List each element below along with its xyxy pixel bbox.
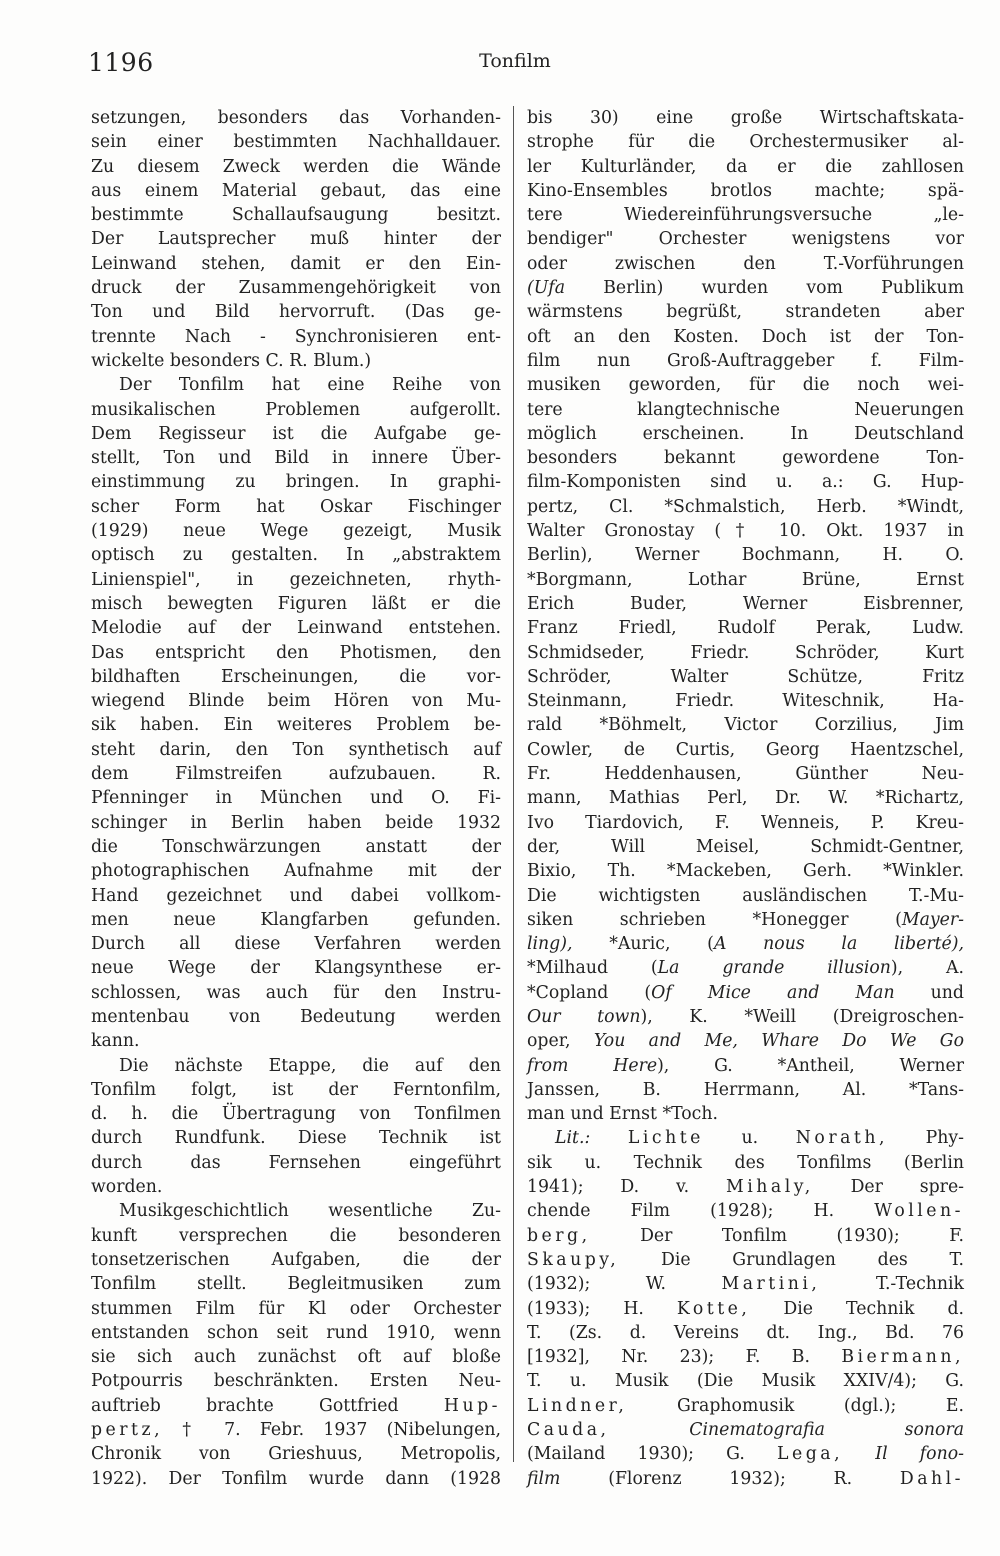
italic-title: Il fono- bbox=[875, 1444, 964, 1465]
text-line: aus einem Material gebaut, das eine bbox=[91, 180, 501, 201]
italic-title: from Here bbox=[527, 1055, 658, 1076]
text-line: pertz, Cl. *Schmalstich, Herb. *Windt, bbox=[527, 496, 964, 517]
text-segment: (1932); W. bbox=[527, 1274, 667, 1295]
text-line: bis 30) eine große Wirtschaftskata- bbox=[527, 108, 964, 128]
italic-title: ling), bbox=[527, 934, 573, 955]
text-line: wiegend Blinde beim Hören von Mu- bbox=[91, 691, 501, 712]
text-segment: ), G. *Antheil, Werner bbox=[657, 1055, 964, 1076]
text-line bbox=[527, 1418, 964, 1442]
text-segment: [1932], Nr. 23); F. B. bbox=[527, 1347, 810, 1368]
text-line: Fr. Heddenhausen, Günther Neu- bbox=[527, 764, 964, 785]
column-divider bbox=[513, 106, 514, 1462]
text-segment: Phy- bbox=[925, 1128, 964, 1149]
spaced-name: Skaupy, bbox=[527, 1249, 620, 1270]
text-line: bendiger" Orchester wenigstens vor bbox=[527, 229, 964, 250]
text-line: tere Wiedereinführungsversuche „le- bbox=[527, 205, 964, 226]
text-segment: und bbox=[894, 982, 964, 1003]
text-line: Franz Friedl, Rudolf Perak, Ludw. bbox=[527, 618, 964, 639]
text-segment: Der Tonfilm (1930); F. bbox=[640, 1225, 964, 1246]
text-line bbox=[527, 1467, 964, 1491]
text-line: Tonfilm folgt, ist der Ferntonfilm, bbox=[91, 1079, 501, 1100]
text-line: schinger in Berlin haben beide 1932 bbox=[91, 812, 501, 833]
text-line bbox=[527, 1175, 964, 1199]
spaced-name: Dahl- bbox=[899, 1468, 965, 1489]
text-line: Die nächste Etappe, die auf den bbox=[119, 1055, 501, 1076]
spaced-name: Hup- bbox=[443, 1395, 502, 1416]
text-line: photographischen Aufnahme mit der bbox=[91, 861, 501, 882]
text-line: Bixio, Th. *Mackeben, Gerh. *Winkler. bbox=[527, 861, 964, 882]
text-line: Der Tonfilm hat eine Reihe von bbox=[119, 375, 501, 396]
text-line: sein einer bestimmten Nachhalldauer. bbox=[91, 132, 501, 153]
text-line: Erich Buder, Werner Eisbrenner, bbox=[527, 593, 964, 614]
text-line: sik haben. Ein weiteres Problem be- bbox=[91, 715, 501, 736]
text-line: Dem Regisseur ist die Aufgabe ge- bbox=[91, 423, 501, 444]
text-segment: auftrieb brachte Gottfried bbox=[91, 1395, 399, 1416]
text-segment: Der spre- bbox=[850, 1177, 965, 1198]
text-segment: *Auric, ( bbox=[609, 934, 714, 955]
text-segment: ), K. *Weill (Dreigroschen- bbox=[640, 1006, 964, 1027]
text-line: Cowler, de Curtis, Georg Haentzschel, bbox=[527, 739, 964, 760]
text-segment: u. bbox=[741, 1128, 759, 1149]
text-line: musiken geworden, für die noch wei- bbox=[527, 375, 964, 396]
spaced-name: Cauda, bbox=[527, 1420, 610, 1441]
text-segment: ), A. bbox=[890, 958, 965, 979]
text-line bbox=[527, 981, 964, 1005]
text-line bbox=[527, 1394, 964, 1418]
italic-title: Cinematografia sonora bbox=[689, 1420, 965, 1441]
spaced-name: Martini, bbox=[721, 1274, 821, 1295]
text-line: Schröder, Walter Schütze, Fritz bbox=[527, 666, 964, 687]
text-line bbox=[527, 1248, 964, 1272]
text-segment: Berlin) wurden vom Publikum bbox=[603, 278, 964, 299]
text-line: Schmidseder, Friedr. Schröder, Kurt bbox=[527, 642, 964, 663]
text-line: Hand gezeichnet und dabei vollkom- bbox=[91, 885, 501, 906]
text-line: 1922). Der Tonfilm wurde dann (1928 bbox=[91, 1468, 501, 1489]
text-line: tonsetzerischen Aufgaben, die der bbox=[91, 1249, 501, 1270]
text-line: scher Form hat Oskar Fischinger bbox=[91, 496, 501, 517]
spaced-name: Wollen- bbox=[874, 1201, 965, 1222]
spaced-name: Biermann, bbox=[841, 1347, 964, 1368]
text-line: oft an den Kosten. Doch ist der Ton- bbox=[527, 326, 964, 347]
text-line bbox=[527, 1005, 964, 1029]
text-line bbox=[527, 1297, 964, 1321]
text-line: druck der Zusammengehörigkeit von bbox=[91, 278, 501, 299]
text-line: der, Will Meisel, Schmidt-Gentner, bbox=[527, 836, 964, 857]
text-line bbox=[527, 956, 964, 980]
text-segment: (Mailand 1930); G. bbox=[527, 1444, 745, 1465]
spaced-name: Lichte bbox=[627, 1128, 704, 1149]
text-line: Walter Gronostay († 10. Okt. 1937 in bbox=[527, 521, 964, 542]
text-line: einstimmung zu bringen. In graphi- bbox=[91, 472, 501, 493]
text-line bbox=[527, 1345, 964, 1369]
text-line: Pfenninger in München und O. Fi- bbox=[91, 788, 501, 809]
spaced-name: Lindner, bbox=[527, 1395, 628, 1416]
text-line: Melodie auf der Leinwand entstehen. bbox=[91, 618, 501, 639]
text-line: rald *Böhmelt, Victor Corzilius, Jim bbox=[527, 715, 964, 736]
text-segment: *Milhaud ( bbox=[527, 958, 658, 979]
page-number: 1196 bbox=[88, 48, 154, 77]
text-line bbox=[527, 1199, 964, 1223]
italic-title: You and Me, Whare Do We Go bbox=[593, 1031, 964, 1052]
text-line: durch Rundfunk. Diese Technik ist bbox=[91, 1128, 501, 1149]
italic-title: A nous la liberté), bbox=[713, 934, 965, 955]
running-title: Tonfilm bbox=[479, 50, 551, 72]
text-line: neue Wege der Klangsynthese er- bbox=[91, 958, 501, 979]
text-line: mentenbau von Bedeutung werden bbox=[91, 1006, 501, 1027]
left-column bbox=[91, 106, 501, 1491]
spaced-name: Kotte, bbox=[676, 1298, 751, 1319]
text-line: Leinwand stehen, damit er den Ein- bbox=[91, 253, 501, 274]
lit-label: Lit.: bbox=[555, 1128, 591, 1149]
text-line bbox=[527, 1272, 964, 1296]
text-line: Potpourris beschränkten. Ersten Neu- bbox=[91, 1371, 501, 1392]
text-line: besonders bekannt gewordene Ton- bbox=[527, 448, 964, 469]
text-segment: *Copland ( bbox=[527, 982, 652, 1003]
text-line: T. (Zs. d. Vereins dt. Ing., Bd. 76 bbox=[527, 1322, 964, 1343]
text-line: sik u. Technik des Tonfilms (Berlin bbox=[527, 1152, 964, 1173]
text-line: steht darin, den Ton synthetisch auf bbox=[91, 739, 501, 760]
text-segment: 1941); D. v. bbox=[527, 1177, 690, 1198]
text-line: mann, Mathias Perl, Dr. W. *Richartz, bbox=[527, 788, 964, 809]
text-line: man und Ernst *Toch. bbox=[527, 1104, 718, 1125]
text-line: möglich erscheinen. In Deutschland bbox=[527, 423, 964, 444]
text-line: wärmstens begrüßt, strandeten aber bbox=[527, 302, 964, 323]
text-line: wickelte besonders C. R. Blum.) bbox=[91, 350, 372, 371]
text-segment: T.-Technik bbox=[875, 1274, 965, 1295]
text-segment: siken schrieben *Honegger ( bbox=[527, 909, 902, 930]
text-line: tere klangtechnische Neuerungen bbox=[527, 399, 964, 420]
text-line: Musikgeschichtlich wesentliche Zu- bbox=[119, 1201, 501, 1222]
text-line: stellt, Ton und Bild in innere Über- bbox=[91, 448, 501, 469]
text-segment: Graphomusik (dgl.); E. bbox=[676, 1395, 964, 1416]
text-line bbox=[527, 932, 964, 956]
text-line: kann. bbox=[91, 1031, 140, 1052]
text-line: bildhaften Erscheinungen, die vor- bbox=[91, 666, 501, 687]
text-line: setzungen, besonders das Vorhanden- bbox=[91, 108, 501, 128]
text-line: Steinmann, Friedr. Witeschnik, Ha- bbox=[527, 691, 964, 712]
italic-title: film bbox=[527, 1468, 561, 1489]
spaced-name: Lega, bbox=[777, 1444, 844, 1465]
text-line: Janssen, B. Herrmann, Al. *Tans- bbox=[527, 1079, 964, 1100]
text-line: dem Filmstreifen aufzubauen. R. bbox=[91, 764, 501, 785]
text-line: stummen Film für Kl oder Orchester bbox=[91, 1298, 501, 1319]
text-line: bestimmte Schallaufsaugung besitzt. bbox=[91, 205, 501, 226]
text-line bbox=[527, 908, 964, 932]
text-line: Durch all diese Verfahren werden bbox=[91, 934, 501, 955]
text-line: oder zwischen den T.-Vorführungen bbox=[527, 253, 964, 274]
text-line: worden. bbox=[91, 1177, 163, 1198]
text-segment: Die Grundlagen des T. bbox=[660, 1249, 964, 1270]
spaced-name: berg, bbox=[527, 1225, 591, 1246]
text-line: sie sich auch zunächst oft auf bloße bbox=[91, 1347, 501, 1368]
spaced-name: pertz, bbox=[91, 1420, 164, 1441]
text-line: strophe für die Orchestermusiker al- bbox=[527, 132, 964, 153]
text-line: kunft versprechen die besonderen bbox=[91, 1225, 501, 1246]
text-line: ler Kulturländer, da er die zahllosen bbox=[527, 156, 964, 177]
text-segment: Die Technik d. bbox=[783, 1298, 964, 1319]
text-line: Ton und Bild hervorruft. (Das ge- bbox=[91, 302, 501, 323]
text-line: d. h. die Übertragung von Tonfilmen bbox=[91, 1104, 501, 1125]
text-line: schlossen, was auch für den Instru- bbox=[91, 982, 501, 1003]
italic-title: La grande illusion bbox=[657, 958, 891, 979]
text-line: Die wichtigsten ausländischen T.-Mu- bbox=[527, 885, 964, 906]
text-line: die Tonschwärzungen anstatt der bbox=[91, 836, 501, 857]
text-line: (1929) neue Wege gezeigt, Musik bbox=[91, 521, 501, 542]
text-line: Linienspiel", in gezeichneten, rhyth- bbox=[91, 569, 501, 590]
text-line: film nun Groß-Auftraggeber f. Film- bbox=[527, 350, 964, 371]
text-segment: chende Film (1928); H. bbox=[527, 1201, 835, 1222]
italic-title: Our town bbox=[527, 1006, 641, 1027]
spaced-name: Mihaly, bbox=[726, 1177, 814, 1198]
text-line: optisch zu gestalten. In „abstraktem bbox=[91, 545, 501, 566]
text-line: men neue Klangfarben gefunden. bbox=[91, 909, 501, 930]
text-line: film-Komponisten sind u. a.: G. Hup- bbox=[527, 472, 964, 493]
text-line bbox=[527, 1054, 964, 1078]
text-line bbox=[527, 1442, 964, 1466]
text-line: entstanden schon seit rund 1910, wenn bbox=[91, 1322, 501, 1343]
text-line: Kino-Ensembles brotlos machte; spä- bbox=[527, 180, 964, 201]
text-line bbox=[527, 1224, 964, 1248]
text-line: Das entspricht den Photismen, den bbox=[91, 642, 501, 663]
text-segment: † 7. Febr. 1937 (Nibelungen, bbox=[182, 1420, 501, 1441]
text-line: misch bewegten Figuren läßt er die bbox=[91, 593, 501, 614]
italic-title: (Ufa bbox=[527, 278, 566, 299]
italic-title: Of Mice and Man bbox=[651, 982, 895, 1003]
text-line bbox=[527, 276, 964, 300]
text-line bbox=[91, 1394, 501, 1418]
text-line bbox=[527, 1029, 964, 1053]
text-line: Berlin), Werner Bochmann, H. O. bbox=[527, 545, 964, 566]
text-line: Tonfilm stellt. Begleitmusiken zum bbox=[91, 1274, 501, 1295]
text-line: Ivo Tiardovich, F. Wenneis, P. Kreu- bbox=[527, 812, 964, 833]
text-line: trennte Nach - Synchronisieren ent- bbox=[91, 326, 501, 347]
text-line: *Borgmann, Lothar Brüne, Ernst bbox=[527, 569, 964, 590]
text-line: T. u. Musik (Die Musik XXIV/4); G. bbox=[527, 1371, 964, 1392]
text-segment: oper, bbox=[527, 1031, 594, 1052]
text-line bbox=[91, 1418, 501, 1442]
text-line: durch das Fernsehen eingeführt bbox=[91, 1152, 501, 1173]
text-line: Zu diesem Zweck werden die Wände bbox=[91, 156, 501, 177]
text-segment: (Florenz 1932); R. bbox=[608, 1468, 853, 1489]
text-line: Der Lautsprecher muß hinter der bbox=[91, 229, 501, 250]
italic-title: Mayer- bbox=[901, 909, 964, 930]
text-line bbox=[527, 1126, 964, 1150]
text-segment: (1933); H. bbox=[527, 1298, 644, 1319]
spaced-name: Norath, bbox=[795, 1128, 888, 1149]
text-line: musikalischen Problemen aufgerollt. bbox=[91, 399, 501, 420]
right-column bbox=[527, 106, 964, 1491]
text-line: Chronik von Grieshuus, Metropolis, bbox=[91, 1444, 501, 1465]
